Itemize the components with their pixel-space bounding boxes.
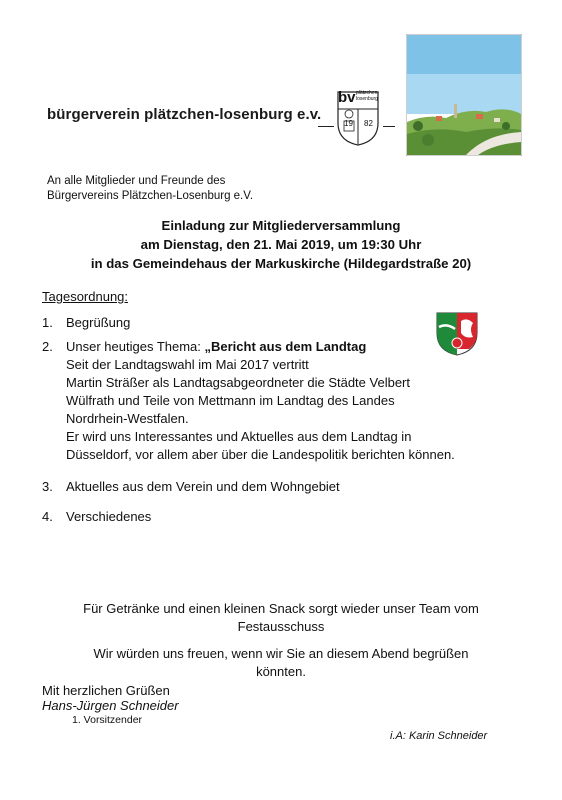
closing-line: könnten.	[256, 664, 306, 679]
agenda-item-number: 3.	[42, 479, 53, 494]
invitation-title	[0, 216, 562, 273]
title-line-3: in das Gemeindehaus der Markuskirche (Hildegardstraße 20)	[90, 256, 472, 271]
address-line-1: An alle Mitglieder und Freunde des	[47, 175, 226, 187]
header-rule-right	[383, 126, 395, 127]
greeting: Mit herzlichen Grüßen	[42, 683, 170, 698]
closing-welcome	[0, 645, 562, 681]
title-line-2: am Dienstag, den 21. Mai 2019, um 19:30 Uhr	[140, 237, 422, 252]
description-line: Nordrhein-Westfalen.	[66, 411, 189, 426]
agenda-item-topic: „Bericht aus dem Landtag	[204, 339, 367, 354]
description-line: Seit der Landtagswahl im Mai 2017 vertritt	[66, 357, 309, 372]
on-behalf-signature: i.A: Karin Schneider	[390, 730, 488, 742]
description-line: Martin Sträßer als Landtagsabgeordneter die Städte Velbert	[66, 375, 410, 390]
signer-role: 1. Vorsitzender	[72, 714, 143, 726]
agenda-item-text: Aktuelles aus dem Verein und dem Wohngebiet	[66, 479, 340, 494]
org-name: bürgerverein plätzchen-losenburg e.v.	[47, 106, 322, 123]
agenda-item-description	[66, 356, 522, 464]
agenda-item-text: Verschiedenes	[66, 509, 152, 524]
description-line: Düsseldorf, vor allem aber über die Landespolitik berichten können.	[66, 447, 455, 462]
title-line-1: Einladung zur Mitgliederversammlung	[161, 218, 401, 233]
landscape-illustration	[406, 34, 522, 156]
logo-year-right: 82	[364, 119, 373, 128]
description-line: Wülfrath und Teile von Mettmann im Landtag des Landes	[66, 393, 395, 408]
agenda-item-4	[42, 508, 151, 526]
address-line-2: Bürgervereins Plätzchen-Losenburg e.V.	[47, 190, 254, 202]
agenda-item-number: 1.	[42, 315, 53, 330]
description-line: Er wird uns Interessantes und Aktuelles aus dem Landtag in	[66, 429, 412, 444]
agenda-item-prefix: Unser heutiges Thema:	[66, 339, 205, 354]
agenda-heading: Tagesordnung:	[42, 289, 129, 304]
agenda-item-text: Begrüßung	[66, 315, 131, 330]
closing-line: Festausschuss	[237, 619, 325, 634]
logo-year-left: 19	[344, 119, 353, 128]
header-rule-left	[318, 126, 334, 127]
agenda-item-1	[42, 314, 130, 332]
closing-line: Wir würden uns freuen, wenn wir Sie an diesem Abend begrüßen	[93, 646, 469, 661]
recipient-address	[47, 174, 253, 204]
logo-bv-text: bv	[338, 89, 356, 106]
closing-refreshments	[0, 600, 562, 636]
signer-name: Hans-Jürgen Schneider	[42, 698, 179, 713]
closing-line: Für Getränke und einen kleinen Snack sorgt wieder unser Team vom	[83, 601, 479, 616]
agenda-item-3	[42, 478, 340, 496]
agenda-item-number: 2.	[42, 339, 53, 354]
nrw-coat-of-arms-icon	[433, 309, 481, 357]
logo-small-text: plätzchen-losenburg	[356, 90, 380, 102]
agenda-item-number: 4.	[42, 509, 53, 524]
